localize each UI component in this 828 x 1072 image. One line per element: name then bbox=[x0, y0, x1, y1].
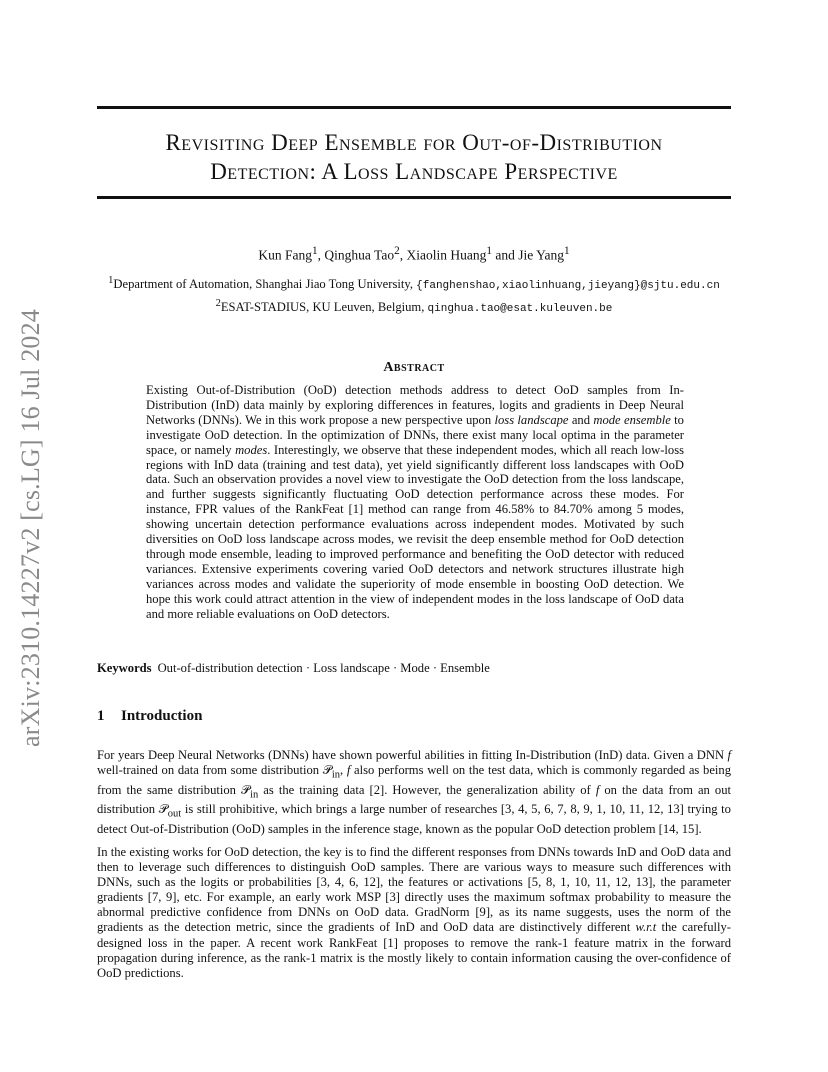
arxiv-id-text: arXiv:2310.14227v2 [cs.LG] 16 Jul 2024 bbox=[16, 309, 45, 747]
abstract-emphasis: modes bbox=[235, 442, 268, 457]
section-number: 1 bbox=[97, 708, 105, 724]
abstract-text: . Interestingly, we observe that these independent modes, which all reach low-loss regions with InD data (training and test data), yet yield significantly different loss landscapes with OoD data. Such an observation provides a novel view to investigate the OoD detection from the loss landscape, and further suggests significantly fluctuating OoD detection performance across these modes. For instance, FPR values of the RankFeat [1] method can range from 46.58% to 84.70% among 5 modes, showing uncertain detection performance evaluations across independent modes. Motivated by such diversities on OoD loss landscape across modes, we revisit the deep ensemble method for OoD detection through mode ensemble, leading to improved performance and benefiting the OoD detector with reduced variances. Extensive experiments covering varied OoD detectors and network structures illustrate high variances across modes and validate the superiority of mode ensemble in boosting OoD detection. We hope this work could attract attention in the view of independent modes in the loss landscape of OoD data and more reliable evaluations on OoD detectors. bbox=[146, 442, 684, 621]
author-affil-mark: 2 bbox=[394, 245, 400, 257]
math-var: f bbox=[595, 782, 600, 797]
affil-mark: 1 bbox=[108, 275, 114, 286]
paragraph-text: In the existing works for OoD detection, the key is to find the different responses from DNNs towards InD and OoD data and then to leverage such differences to distinguish OoD samples. There are various ways to measure such differences with DNNs, such as the logits or probabilities [3, 4, 6, 12], the features or activations [5, 8, 1, 10, 11, 12, 13], the parameter gradients [7, 9], etc. For example, an early work MSP [3] directly uses the maximum softmax probability to measure the abnormal predictive confidence from DNNs on OoD data. GradNorm [9], as its name suggests, uses the norm of the gradients as the detection metric, since the gradients of InD and OoD data are distinctively different bbox=[97, 845, 731, 935]
paragraph-text: as the training data [2]. However, the generalization ability of bbox=[258, 782, 596, 797]
affil-text: ESAT-STADIUS, KU Leuven, Belgium, bbox=[220, 300, 428, 315]
math-var: 𝒫 bbox=[322, 763, 332, 778]
title-line-1: Revisiting Deep Ensemble for Out-of-Distribution bbox=[165, 130, 663, 155]
paragraph-text: also performs well on the test data, which is commonly regarded as being from the same distribution bbox=[97, 763, 732, 797]
paragraph-text: For years Deep Neural Networks (DNNs) have shown powerful abilities in fitting In-Distribution (InD) data. Given a DNN bbox=[97, 748, 728, 762]
abstract-body bbox=[146, 383, 684, 622]
paragraph-text: on the data from an out distribution bbox=[97, 782, 731, 817]
intro-paragraph-2 bbox=[97, 845, 731, 981]
abstract-text: to investigate OoD detection. In the optimization of DNNs, there exist many local optima in the parameter space, or namely bbox=[146, 412, 684, 457]
author-conjunction: and bbox=[491, 247, 519, 263]
abstract-text: Existing Out-of-Distribution (OoD) detection methods address to detect OoD samples from In-Distribution (InD) data mainly by exploring differences in features, logits and gradients in Deep Neural Networks (DNNs). We in this work propose a new perspective upon bbox=[146, 383, 684, 427]
paragraph-text: the carefully-designed loss in the paper. A recent work RankFeat [1] proposes to remove the rank-1 feature matrix in the forward propagation during inference, as the rank-1 matrix is the mostly likely to contain information causing the over-confidence of OoD predictions. bbox=[97, 920, 731, 980]
math-subscript: in bbox=[250, 789, 259, 801]
intro-paragraph-1 bbox=[97, 748, 731, 837]
author-name: Jie Yang bbox=[518, 247, 564, 263]
math-var: 𝒫 bbox=[241, 782, 251, 797]
math-var: f bbox=[346, 763, 351, 778]
author-name: Qinghua Tao bbox=[324, 247, 395, 263]
keywords-label: Keywords bbox=[97, 661, 152, 675]
author-affil-mark: 1 bbox=[312, 245, 318, 257]
keywords-line bbox=[97, 661, 731, 676]
title-rule-bottom bbox=[97, 196, 731, 199]
affil-mark: 2 bbox=[215, 298, 221, 310]
affiliation-2 bbox=[97, 295, 731, 318]
affil-email[interactable]: qinghua.tao@esat.kuleuven.be bbox=[427, 303, 613, 316]
paragraph-text: , bbox=[340, 763, 347, 778]
paper-title bbox=[97, 128, 731, 186]
section-title: Introduction bbox=[121, 708, 203, 724]
keywords-text: Out-of-distribution detection · Loss landscape · Mode · Ensemble bbox=[157, 661, 490, 675]
author-affil-mark: 1 bbox=[486, 245, 492, 257]
math-subscript: out bbox=[167, 808, 182, 820]
author-affil-mark: 1 bbox=[563, 245, 570, 257]
author-list: Kun Fang$^1$, Qinghua Tao$^2$, Xiaolin Huang$^1$ and Jie Yang$^1$ bbox=[258, 245, 570, 263]
affil-email[interactable]: {fanghenshao,xiaolinhuang,jieyang}@sjtu.edu.cn bbox=[416, 280, 720, 293]
section-heading bbox=[97, 708, 202, 725]
abstract-heading: Abstract bbox=[383, 360, 445, 375]
affiliations bbox=[97, 272, 731, 318]
paragraph-text: is still prohibitive, which brings a large number of researches [3, 4, 5, 6, 7, 8, 9, 1, 10, 11, 12, 13] trying to detect Out-of-Distribution (OoD) samples in the inference stage, known as the popular OoD detection problem [14, 15]. bbox=[97, 802, 731, 836]
arxiv-identifier bbox=[14, 296, 48, 760]
affil-text: Department of Automation, Shanghai Jiao Tong University, bbox=[113, 277, 417, 292]
title-rule-top bbox=[97, 106, 731, 109]
affiliation-1 bbox=[97, 272, 731, 295]
title-line-2: Detection: A Loss Landscape Perspective bbox=[210, 159, 618, 184]
author-name: Xiaolin Huang bbox=[406, 247, 487, 263]
math-var: 𝒫 bbox=[158, 802, 168, 817]
abstract-emphasis: loss landscape bbox=[494, 412, 569, 427]
math-var: f bbox=[727, 748, 731, 762]
abstract-text: and bbox=[568, 412, 594, 427]
emphasis-text: w.r.t bbox=[635, 920, 657, 935]
author-name: Kun Fang bbox=[258, 247, 313, 263]
math-subscript: in bbox=[331, 769, 340, 781]
abstract-emphasis: mode ensemble bbox=[593, 412, 671, 427]
paragraph-text: well-trained on data from some distribution bbox=[97, 763, 323, 778]
